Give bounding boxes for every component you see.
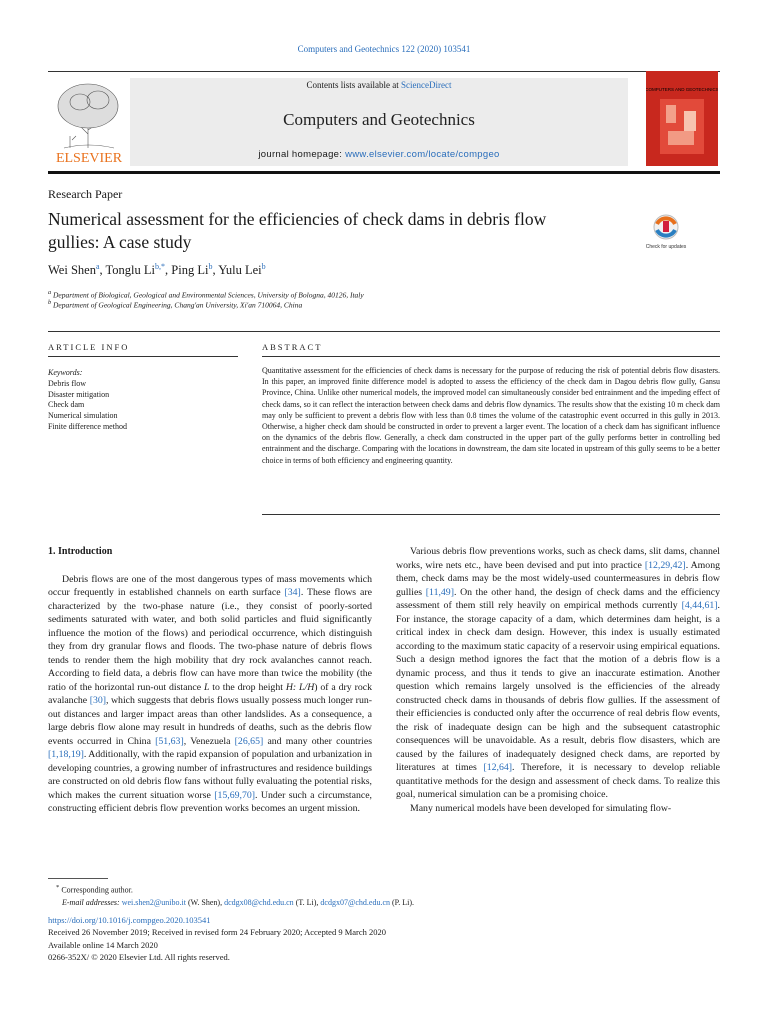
received-dates: Received 26 November 2019; Received in revised form 24 February 2020; Accepted 9 March 2020 [48, 927, 387, 938]
keyword-item: Debris flow [48, 378, 86, 388]
check-updates-label: Check for updates [645, 244, 687, 250]
affiliation-b-text: Department of Geological Engineering, Chang'an University, Xi'an 710064, China [53, 300, 303, 310]
header-bottom-rule [48, 171, 720, 174]
info-top-rule [48, 331, 720, 332]
footnote [48, 882, 414, 909]
affiliation-b: $^b$ Department of Geological Engineering, Chang'an University, Xi'an 710064, China [48, 299, 303, 310]
section-heading-introduction: 1. Introduction [48, 546, 113, 557]
title-line-2: gullies: A case study [48, 232, 192, 252]
article-info-heading: ARTICLE INFO [48, 342, 130, 352]
citation-link[interactable]: [11,49] [425, 586, 454, 598]
citation-link[interactable]: [34] [284, 587, 301, 598]
email-link[interactable]: dcdgx07@chd.edu.cn [320, 897, 390, 907]
author-list [48, 262, 266, 278]
citation-link[interactable]: [12,64] [483, 762, 513, 773]
check-for-updates-badge[interactable] [645, 212, 687, 260]
contents-line [130, 80, 628, 90]
copyright: 0266-352X/ © 2020 Elsevier Ltd. All rights reserved. [48, 951, 230, 962]
cover-art-icon [646, 71, 718, 166]
author-affil-sup[interactable]: b [208, 262, 213, 271]
author-affil-sup[interactable]: b,* [155, 262, 166, 271]
author-name[interactable]: Tonglu Li [105, 263, 156, 278]
author-separator: , [212, 263, 219, 278]
author-affil-sup[interactable]: b [261, 262, 266, 271]
header-top-rule [48, 71, 720, 72]
citation-link[interactable]: [12,29,42] [644, 559, 686, 571]
author-separator: , [165, 263, 172, 278]
citation-link[interactable]: [51,63] [155, 735, 184, 747]
author-separator: , [99, 263, 106, 278]
abstract-heading: ABSTRACT [262, 342, 323, 352]
keyword-item: Check dam [48, 400, 85, 410]
abstract-text: Quantitative assessment for the efficiencies of check dams is necessary for the purpose of reducing the risk of potential debris flow disasters. In this paper, an improved finite difference model is adopted to assess the efficiency of the check dam in Dagou debris flow gully, Gansu Province, China. Unlike other numerical models, the improved model can simultaneously consider bed entrainment and the impeding effect of check dams, so it can reflect the interaction between check dams and debris flow dynamics. The results show that the existing 10 m check dam may only be sufficient to prevent a debris flow with less than 0.8 times the volume of the catastrophic event occurred in this gully in 2013. Otherwise, a higher check dam should be constructed in order to prevent a larger event. The location of a check dam has significant influence on the dynamics of the debris flow. Generally, a check dam constructed in the upper part of the gully performs better in controlling bed entrainment and the discharge. Comparing with the locations in downstream, the dam site located in upstream of this gully seems to be a better choice in terms of both efficiency and engineering quantity. [262, 366, 720, 465]
elsevier-logo [50, 78, 128, 166]
journal-citation[interactable]: Computers and Geotechnics 122 (2020) 103541 [297, 44, 471, 54]
body-column-right [396, 545, 720, 815]
article-title [48, 208, 628, 254]
cover-title: COMPUTERS AND GEOTECHNICS [646, 87, 718, 92]
citation-link[interactable]: [1,18,19] [48, 749, 84, 760]
email-link[interactable]: wei.shen2@unibo.it [121, 897, 186, 907]
available-online: Available online 14 March 2020 [48, 939, 158, 950]
citation-link[interactable]: [4,44,61] [681, 600, 718, 611]
journal-name: Computers and Geotechnics [283, 110, 475, 129]
affiliation-a-text: Department of Biological, Geological and Environmental Sciences, University of Bologna, 40126, Italy [53, 290, 364, 300]
intro-paragraph-1: Debris flows are one of the most dangerous types of mass movements which occur frequently in established channels on earth surface [34]. These flows are characterized by the two-phase nature (i.e., they consist of poorly-sorted sediments saturated with water, and both solid particles and fluid significantly influence the motion of the flows) and periodical occurrence, which distinguish they from dry granular flows and floods. The two-phase nature of debris flows tends to render them the high mobility that dry rock avalanches cannot reach. According to field data, a debris flow can have more than twice the mobility (the ratio of the horizontal run-out distance L to the drop height H: L/H) of a dry rock avalanche [30], which suggests that debris flows usually possess much longer run-out distances and larger impact areas than other landslides. As a consequence, a large debris flow alone may result in hundreds of deaths, such as the debris flow events occurred in China [51,63], Venezuela [26,65] and many other countries [1,18,19]. Additionally, with the rapid expansion of population and urbanization in developing countries, a growing number of infrastructures and residence buildings are constructed on old debris flow fans without fully evaluating the potential risks, which makes the current situation worse [15,69,70]. Under such a circumstance, constructing efficient debris flow prevention works becomes an urgent mission. [48, 573, 373, 814]
abstract-sub-rule [262, 356, 720, 357]
body-column-left [48, 545, 372, 816]
homepage-prefix: journal homepage: [258, 149, 346, 160]
contents-prefix: Contents lists available at [306, 80, 401, 90]
author-name[interactable]: Ping Li [171, 263, 209, 278]
journal-cover-image [646, 71, 718, 166]
citation-link[interactable]: [15,69,70] [214, 789, 256, 801]
author-name[interactable]: Wei Shen [48, 263, 96, 278]
keyword-item: Finite difference method [48, 421, 127, 431]
title-line-1: Numerical assessment for the efficiencies of check dams in debris flow [48, 209, 547, 229]
email-link[interactable]: dcdgx08@chd.edu.cn [224, 897, 294, 907]
publisher-logotype: ELSEVIER [55, 151, 123, 166]
article-history [48, 914, 386, 963]
citation-link[interactable]: [26,65] [234, 735, 264, 747]
doi-link[interactable]: https://doi.org/10.1016/j.compgeo.2020.103541 [48, 915, 211, 925]
sciencedirect-link[interactable]: ScienceDirect [401, 80, 452, 90]
author-name[interactable]: Yulu Lei [218, 263, 262, 278]
email-line: E-mail addresses: wei.shen2@unibo.it (W. Shen), dcdgx08@chd.edu.cn (T. Li), dcdgx07@chd.edu.cn (P. Li). [62, 897, 414, 907]
keyword-item: Numerical simulation [48, 411, 118, 421]
keywords-label: Keywords: [48, 368, 83, 377]
intro-paragraph-2: Various debris flow preventions works, such as check dams, slit dams, channel works, wire nets etc., have been devised and put into practice [12,29,42]. Among them, check dams may be the most widely-used countermeasures in debris flow gullies [11,49]. On the other hand, the design of check dams and the efficiency assessment of them still rely heavily on empirical methods currently [4,44,61]. For instance, the storage capacity of a dam, which determines dam height, is a critical index in check dam design. However, this index is usually estimated according to the maximum static capacity of a reservoir using empirical equations. Such a design method ignores the fact that the motion of a debris flow is a dynamic process, and thus it tends to give an inaccurate estimation. Another question which remains largely unsolved is the efficiencies of the already constructed check dams in thousands of debris flow gullies. If the assessment of their efficiencies is conducted only after the occurrence of real debris flow events, the risk of inadequate design can be high and the subsequent catastrophic consequences will be unavoidable. As a result, debris flow disasters, which are caused by the failures of inadequately designed check dams, are reported by literatures at times [12,64]. Therefore, it is necessary to develop reliable quantitative methods for the design and assessment of check dams. To realize this goal, numerical simulation can be a promising choice. [396, 546, 720, 800]
homepage-link[interactable]: www.elsevier.com/locate/compgeo [345, 149, 500, 160]
author-affil-sup[interactable]: a [95, 262, 100, 271]
journal-homepage-line [130, 149, 628, 160]
info-sub-rule [48, 356, 238, 357]
affiliation-a: $^a$ Department of Biological, Geological and Environmental Sciences, University of Bologna, 40126, Italy [48, 289, 364, 300]
citation-link[interactable]: [30] [89, 695, 107, 706]
elsevier-tree-icon [50, 78, 128, 166]
abstract-bottom-rule [262, 514, 720, 515]
corresponding-note: * Corresponding author. [56, 884, 133, 895]
keywords-block [48, 368, 127, 433]
article-type: Research Paper [48, 187, 123, 201]
footnote-rule [48, 878, 108, 879]
check-updates-icon [645, 212, 687, 260]
keyword-item: Disaster mitigation [48, 389, 110, 399]
intro-paragraph-3: Many numerical models have been developed for simulating flow- [410, 802, 672, 814]
